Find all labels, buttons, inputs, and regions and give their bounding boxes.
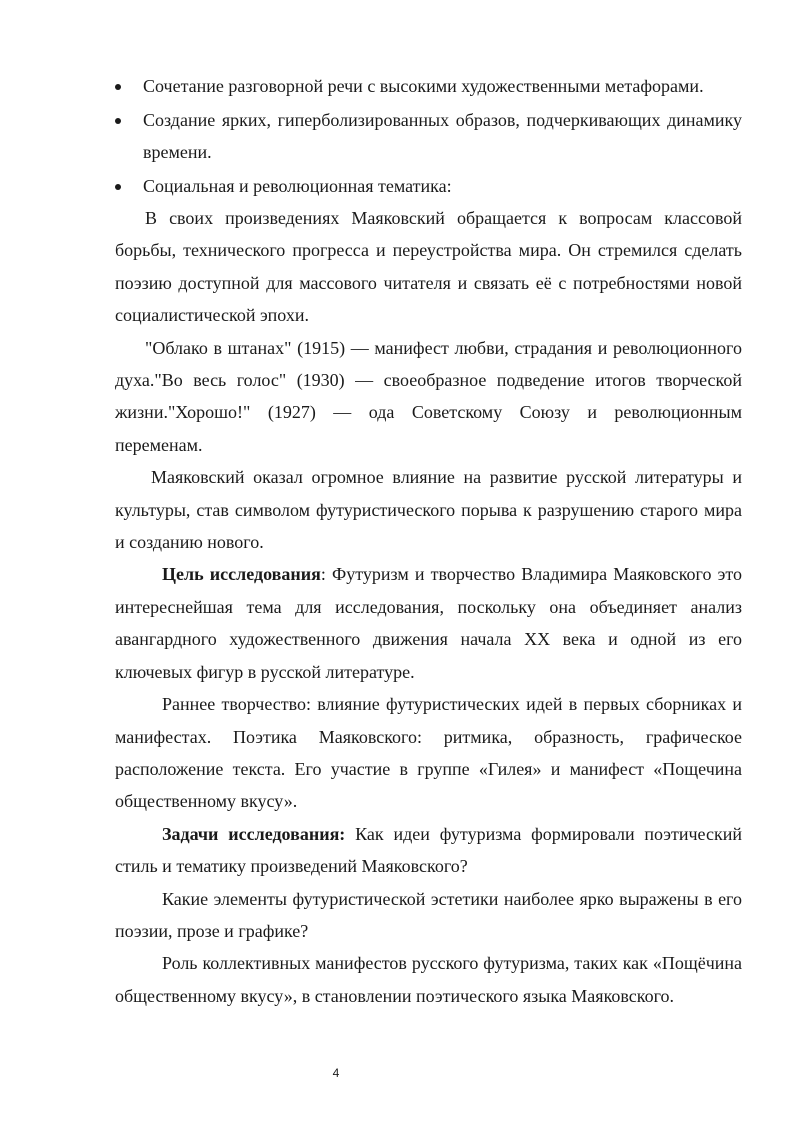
paragraph: Роль коллективных манифестов русского футуризма, таких как «Пощёчина общественному вкусу», в становлении поэтического языка Маяковского. [115, 953, 742, 1006]
research-tasks-label: Задачи исследования: [162, 823, 346, 844]
page-content [115, 70, 742, 1012]
paragraph: Раннее творчество: влияние футуристических идей в первых сборниках и манифестах. Поэтика Маяковского: ритмика, образность, графическое расположение текста. Его участие в группе «Гилея» и манифест «Пощечина общественному вкусу». [115, 694, 742, 812]
list-item-text: Социальная и революционная тематика: [143, 176, 452, 196]
list-item [115, 70, 742, 102]
bullet-icon [115, 104, 121, 136]
list-item-text: Сочетание разговорной речи с высокими художественными метафорами. [143, 76, 704, 96]
paragraph: Какие элементы футуристической эстетики наиболее ярко выражены в его поэзии, прозе и графике? [115, 888, 742, 941]
list-item [115, 170, 742, 202]
list-item [115, 104, 742, 168]
bullet-icon [115, 170, 121, 202]
page-number: 4 [332, 1066, 340, 1080]
research-goal-text: : Футуризм и творчество Владимира Маяковского это интереснейшая тема для исследования, поскольку она объединяет анализ авангардного художественного движения начала XX века и одной из его ключевых фигур в русской литературе. [115, 564, 742, 682]
paragraph: Маяковский оказал огромное влияние на развитие русской литературы и культуры, став символом футуристического порыва к разрушению старого мира и созданию нового. [115, 467, 742, 553]
paragraph-research-goal [115, 558, 742, 688]
research-tasks-text: Как идеи футуризма формировали поэтический стиль и тематику произведений Маяковского? [115, 823, 742, 877]
list-item-text: Создание ярких, гиперболизированных образов, подчеркивающих динамику времени. [143, 110, 742, 162]
research-goal-label: Цель исследования [162, 564, 321, 585]
paragraph: В своих произведениях Маяковский обращается к вопросам классовой борьбы, технического прогресса и переустройства мира. Он стремился сделать поэзию доступной для массового читателя и связать её с потребностями новой социалистической эпохи. [115, 208, 742, 326]
bullet-icon [115, 70, 121, 102]
paragraph-research-tasks [115, 818, 742, 883]
paragraph: "Облако в штанах" (1915) — манифест любви, страдания и революционного духа."Во весь голос" (1930) — своеобразное подведение итогов творческой жизни."Хорошо!" (1927) — ода Советскому Союзу и революционным переменам. [115, 337, 742, 455]
